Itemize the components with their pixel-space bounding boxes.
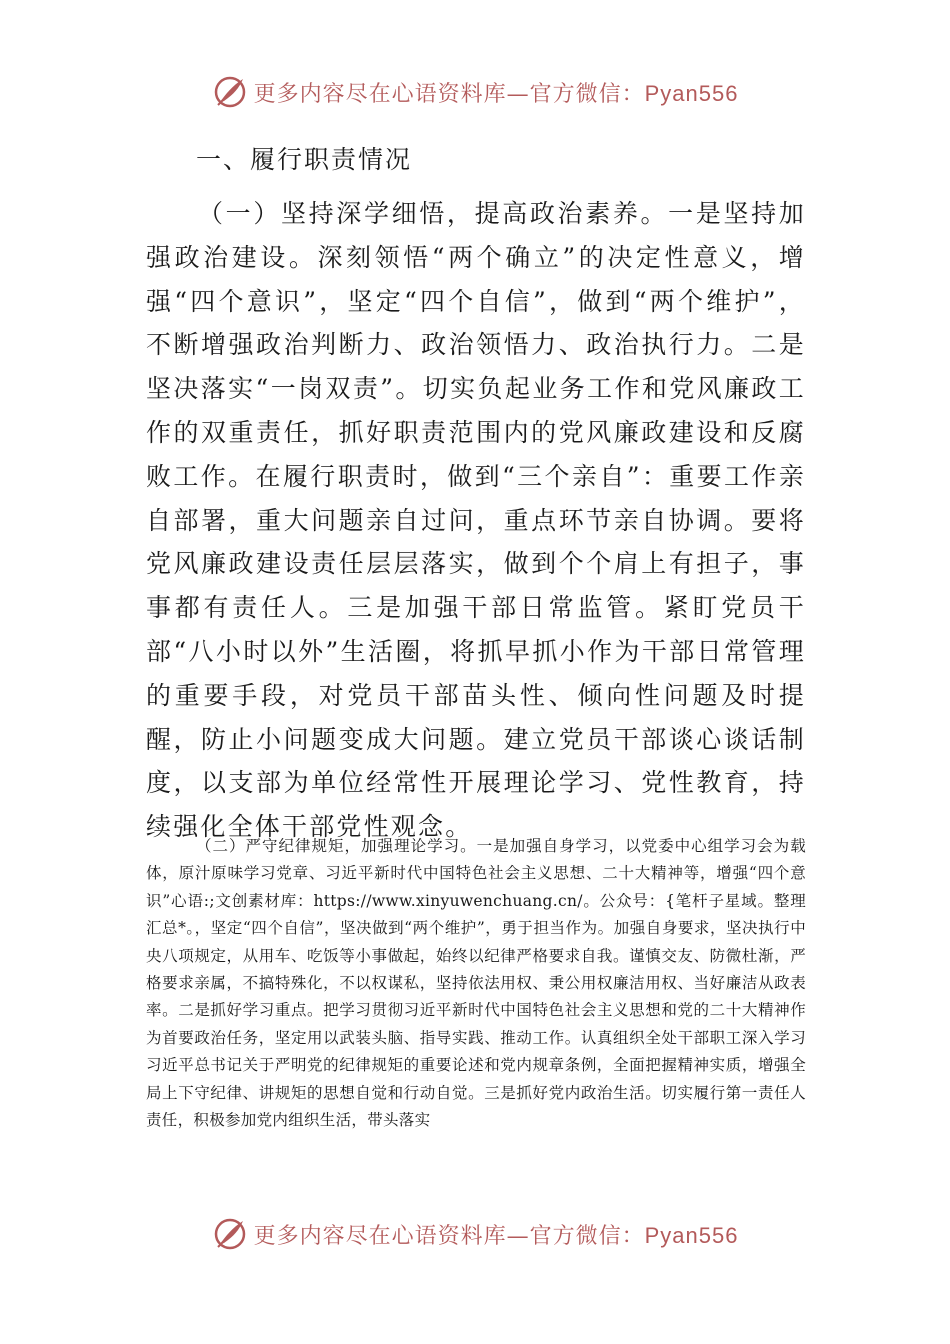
paragraph-one: （一）坚持深学细悟，提高政治素养。一是坚持加强政治建设。深刻领悟“两个确立”的决定性意义，增强“四个意识”，坚定“四个自信”，做到“两个维护”，不断增强政治判断力、政治领悟力、政治执行力。二是坚决落实“一岗双责”。切实负起业务工作和党风廉政工作的双重责任，抓好职责范围内的党风廉政建设和反腐败工作。在履行职责时，做到“三个亲自”：重要工作亲自部署，重大问题亲自过问，重点环节亲自协调。要将党风廉政建设责任层层落实，做到个个肩上有担子，事事都有责任人。三是加强干部日常监管。紧盯党员干部“八小时以外”生活圈，将抓早抓小作为干部日常管理的重要手段，对党员干部苗头性、倾向性问题及时提醒，防止小问题变成大问题。建立党员干部谈心谈话制度，以支部为单位经常性开展理论学习、党性教育，持续强化全体干部党性观念。 bbox=[146, 199, 806, 842]
footer-separator: — bbox=[506, 1223, 530, 1249]
footer-wechat-text: 官方微信：Pyan556 bbox=[529, 1222, 739, 1248]
footer-banner bbox=[0, 1212, 950, 1256]
header-banner-text bbox=[254, 77, 739, 108]
quill-logo-icon bbox=[212, 1216, 248, 1252]
footer-site-text: 更多内容尽在心语资料库 bbox=[253, 1223, 507, 1249]
section-heading: 一、履行职责情况 bbox=[196, 145, 413, 174]
header-banner bbox=[0, 70, 950, 114]
header-wechat-text: 官方微信：Pyan556 bbox=[529, 80, 739, 106]
footer-banner-text bbox=[254, 1219, 739, 1250]
header-separator: — bbox=[506, 81, 530, 107]
quill-logo-icon bbox=[212, 74, 248, 110]
header-site-text: 更多内容尽在心语资料库 bbox=[253, 81, 507, 107]
paragraph-two: （二）严守纪律规矩，加强理论学习。一是加强自身学习，以党委中心组学习会为载体，原汁原味学习党章、习近平新时代中国特色社会主义思想、二十大精神等，增强“四个意识”心语:;文创素材库：https://www.xinyuwenchuang.cn/。公众号：{笔杆子星域。整理汇总*。，坚定“四个自信”，坚决做到“两个维护”，勇于担当作为。加强自身要求，坚决执行中央八项规定，从用车、吃饭等小事做起，始终以纪律严格要求自我。谨慎交友、防微杜渐，严格要求亲属，不搞特殊化，不以权谋私，坚持依法用权、秉公用权廉洁用权、当好廉洁从政表率。二是抓好学习重点。把学习贯彻习近平新时代中国特色社会主义思想和党的二十大精神作为首要政治任务，坚定用以武装头脑、指导实践、推动工作。认真组织全处干部职工深入学习习近平总书记关于严明党的纪律规矩的重要论述和党内规章条例，全面把握精神实质，增强全局上下守纪律、讲规矩的思想自觉和行动自觉。三是抓好党内政治生活。切实履行第一责任人责任，积极参加党内组织生活，带头落实 bbox=[146, 837, 806, 1130]
